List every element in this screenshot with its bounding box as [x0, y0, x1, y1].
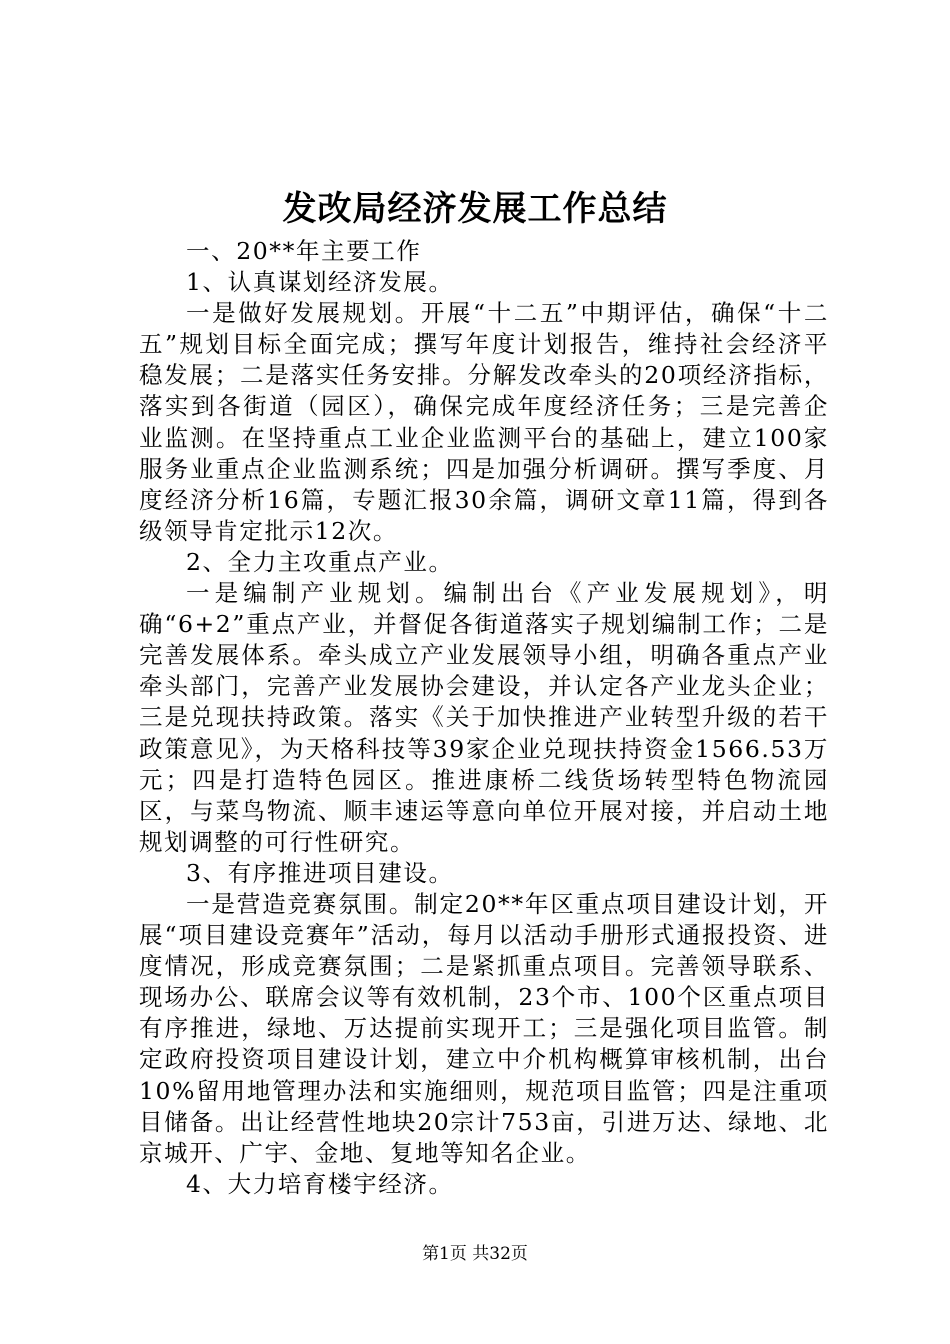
section-heading: 一、20**年主要工作	[186, 237, 422, 265]
document-title: 发改局经济发展工作总结	[282, 189, 668, 229]
subsection-heading: 2、全力主攻重点产业。	[186, 547, 454, 576]
subsection-heading: 3、有序推进项目建设。	[186, 858, 454, 887]
body-paragraph: 一是营造竞赛氛围。制定20**年区重点项目建设计划，开展“项目建设竞赛年”活动，每月以活动手册形式通报投资、进度情况，形成竞赛氛围；二是紧抓重点项目。完善领导联系、现场办公、联席会议等有效机制，23个市、100个区重点项目有序推进，绿地、万达提前实现开工；三是强化项目监管。制定政府投资项目建设计划，建立中介机构概算审核机制，出台10%留用地管理办法和实施细则，规范项目监管；四是注重项目储备。出让经营性地块20宗计753亩，引进万达、绿地、北京城开、广宇、金地、复地等知名企业。	[139, 889, 829, 1167]
subsection-heading: 1、认真谋划经济发展。	[186, 268, 454, 297]
page-number-footer: 第1页 共32页	[422, 1244, 528, 1264]
body-paragraph: 一是编制产业规划。编制出台《产业发展规划》，明确“6+2”重点产业，并督促各街道落实子规划编制工作；二是完善发展体系。牵头成立产业发展领导小组，明确各重点产业牵头部门，完善产业发展协会建设，并认定各产业龙头企业；三是兑现扶持政策。落实《关于加快推进产业转型升级的若干政策意见》，为天格科技等39家企业兑现扶持资金1566.53万元；四是打造特色园区。推进康桥二线货场转型特色物流园区，与菜鸟物流、顺丰速运等意向单位开展对接，并启动土地规划调整的可行性研究。	[139, 579, 829, 856]
subsection-heading: 4、大力培育楼宇经济。	[186, 1169, 454, 1198]
body-paragraph: 一是做好发展规划。开展“十二五”中期评估，确保“十二五”规划目标全面完成；撰写年度计划报告，维持社会经济平稳发展；二是落实任务安排。分解发改牵头的20项经济指标，落实到各街道（园区），确保完成年度经济任务；三是完善企业监测。在坚持重点工业企业监测平台的基础上，建立100家服务业重点企业监测系统；四是加强分析调研。撰写季度、月度经济分析16篇，专题汇报30余篇，调研文章11篇，得到各级领导肯定批示12次。	[139, 299, 829, 545]
document-body	[139, 236, 829, 1200]
